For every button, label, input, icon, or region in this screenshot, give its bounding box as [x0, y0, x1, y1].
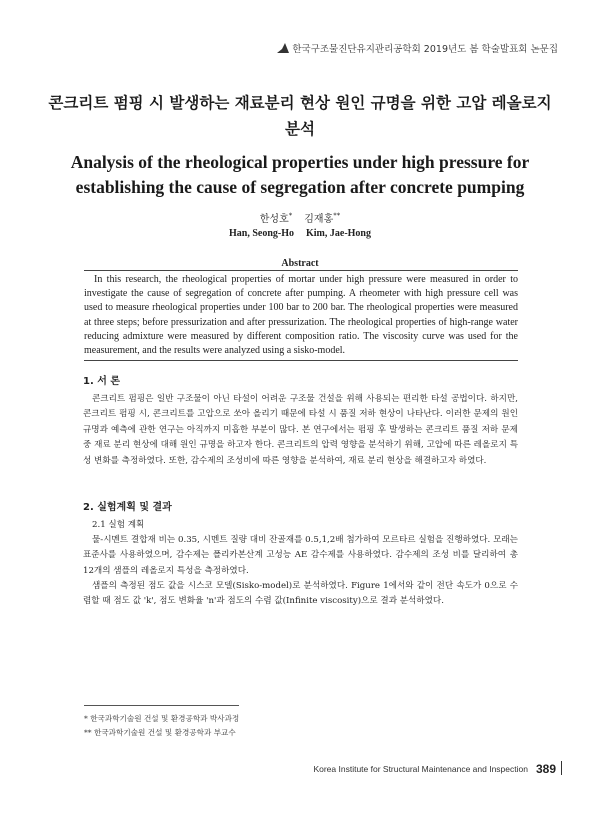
- author-2-mark: **: [333, 211, 341, 220]
- title-korean: 콘크리트 펌핑 시 발생하는 재료분리 현상 원인 규명을 위한 고압 레올로지 분석: [48, 94, 552, 138]
- arrow-logo-icon: [277, 43, 289, 53]
- section-2-heading: 2. 실험계획 및 결과: [83, 502, 172, 513]
- authors-korean: [0, 210, 600, 225]
- footer-bar: [561, 761, 562, 775]
- running-header: [277, 41, 558, 55]
- title-english: Analysis of the rheological properties under high pressure for establishing the cause of segregation after concrete pumping: [70, 152, 530, 197]
- author-1-en: Han, Seong-Ho: [228, 228, 294, 239]
- section-1-heading: 1. 서 론: [83, 376, 121, 387]
- page-footer: [313, 761, 562, 776]
- subsection-2-1-heading: 2.1 실험 계획: [92, 520, 145, 530]
- footnote-1: * 한국과학기술원 건설 및 환경공학과 박사과정: [84, 714, 240, 723]
- running-header-text: 한국구조물진단유지관리공학회 2019년도 봄 학술발표회 논문집: [292, 44, 558, 55]
- author-1-ko: 한성호: [259, 214, 289, 225]
- abstract-bottom-rule: [84, 360, 518, 361]
- section-2-paragraph-1: 물-시멘트 결합재 비는 0.35, 시멘트 질량 대비 잔골재를 0.5,1,2배 첨가하여 모르타르 실험을 진행하였다. 모래는 표준사를 사용하였으며, 감수제는 폴리카본산계 고성능 AE 감수제를 사용하였다. 감수제의 조성 비를 달리하여 총 12개의 샘플의 레올로지 특성을 측정하였다.: [83, 535, 518, 576]
- authors-english: [0, 228, 600, 239]
- abstract-heading: Abstract: [281, 258, 319, 269]
- section-2-paragraph-2: 샘플의 측정된 점도 값을 시스코 모델(Sisko-model)로 분석하였다. Figure 1에서와 같이 전단 속도가 0으로 수렴할 때 점도 값 'k', 점도 변화율 'n'과 점도의 수렴 값(Infinite viscosity)으로 결과 분석하였다.: [83, 581, 518, 607]
- footer-organization: Korea Institute for Structural Maintenance and Inspection: [313, 764, 528, 774]
- page-number: 389: [535, 762, 556, 776]
- abstract-text: In this research, the rheological properties of mortar under high pressure were measured in order to investigate the cause of segregation of concrete after pumping. A rheometer with high pressure cell was used to measure rheological properties under 100 bar to 200 bar. The rheological properties were measured at three steps; before pressurization and after pressurization. The rheological properties of high-range water reducing admixture were measured by different composition ratio. The viscosity curve was used for the measurement, and the results were analyzed using a sisko-model.: [84, 274, 518, 357]
- footnote-2: ** 한국과학기술원 건설 및 환경공학과 부교수: [84, 728, 236, 737]
- footnote-rule: [84, 705, 239, 706]
- author-2-en: Kim, Jae-Hong: [306, 228, 371, 239]
- author-1-mark: *: [288, 211, 293, 220]
- abstract-top-rule: [84, 270, 518, 271]
- author-2-ko: 김재홍: [304, 214, 334, 225]
- section-1-paragraph: 콘크리트 펌핑은 일반 구조물이 아닌 타설이 어려운 구조물 건설을 위해 사용되는 편리한 타설 공법이다. 하지만, 콘크리트 펌핑 시, 콘크리트를 고압으로 쏘아 올리기 때문에 타설 시 품질 저하 현상이 나타난다. 이러한 문제의 원인 규명과 예측에 관한 연구는 아직까지 미흡한 부분이 많다. 본 연구에서는 펌핑 후 발생하는 콘크리트 품질 저하 문제 중 재료 분리 현상에 대해 원인 규명을 하고자 한다. 콘크리트의 압력 영향을 분석하기 위해, 고압에 따른 레올로지 특성 변화를 측정하였다. 또한, 감수제의 조성비에 따른 영향을 분석하여, 재료 분리 현상을 해결하고자 하였다.: [83, 394, 518, 466]
